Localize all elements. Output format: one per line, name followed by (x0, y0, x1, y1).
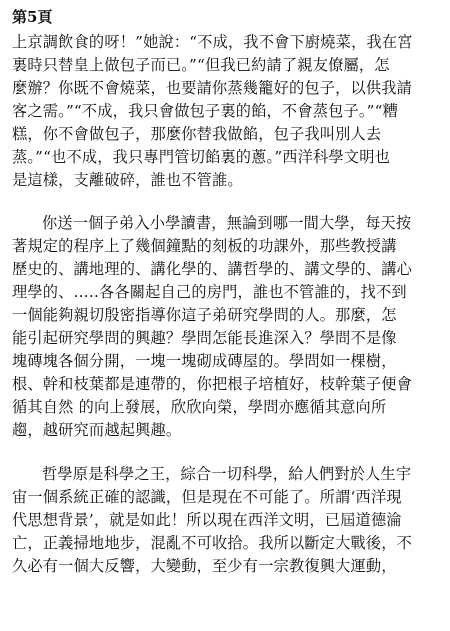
paragraph-1-line-7: 是這樣，支離破碎，誰也不管誰。 (12, 171, 243, 189)
paragraph-3-line-2: 宙一個系統正確的認識，但是現在不可能了。所謂‘西洋現 (12, 488, 402, 506)
paragraph-2-line-2: 著規定的程序上了幾個鐘點的刻板的功課外，那些教授講 (12, 237, 397, 255)
paragraph-2-line-4: 理學的、…..各各關起自己的房門，誰也不管誰的，找不到 (12, 283, 407, 301)
paragraph-2-line-9: 循其自然 的向上發展，欣欣向榮，學問亦應循其意向所 (12, 398, 387, 416)
paragraph-2-line-8: 根、幹和枝葉都是連帶的，你把根子培植好，枝幹葉子便會 (12, 375, 413, 393)
paragraph-2-line-5: 一個能夠親切殷密指導你這子弟研究學問的人。那麼，怎 (12, 306, 397, 324)
paragraph-1-line-1: 上京調飲食的呀！”她說：“不成，我不會下廚燒菜，我在宮 (12, 33, 413, 51)
paragraph-1-line-6: 蒸。”“也不成，我只專門管切餡裏的蔥。”西洋科學文明也 (12, 148, 390, 166)
paragraph-1-line-4: 客之需。”“不成，我只會做包子裏的餡，不會蒸包子。”“糟 (12, 102, 398, 120)
paragraph-2-line-10: 趨，越研究而越起興趣。 (12, 421, 182, 439)
paragraph-1-line-2: 裏時只替皇上做包子而已。”“但我已約請了親友僚屬，怎 (12, 56, 390, 74)
paragraph-2-line-7: 塊磚塊各個分開，一塊一塊砌成磚屋的。學問如一棵樹， (12, 352, 397, 370)
page-header: 第5頁 (12, 8, 53, 26)
paragraph-3-line-1: 哲學原是科學之王，綜合一切科學，給人們對於人生宇 (42, 465, 412, 483)
paragraph-1-line-5: 糕，你不會做包子，那麼你替我做餡，包子我叫別人去 (12, 125, 382, 143)
paragraph-2-line-1: 你送一個子弟入小學讀書，無論到哪一間大學，每天按 (42, 214, 412, 232)
paragraph-3-line-4: 亡，正義掃地地步，混亂不可收拾。我所以斷定大戰後，不 (12, 534, 413, 552)
paragraph-3-line-5: 久必有一個大反響，大變動，至少有一宗教復興大運動， (12, 557, 397, 575)
paragraph-3-line-3: 代思想背景’，就是如此！所以現在西洋文明，已屆道德淪 (12, 511, 402, 529)
paragraph-1-line-3: 麼辦？你既不會燒菜，也要請你蒸幾籠好的包子，以供我請 (12, 79, 413, 97)
paragraph-2-line-6: 能引起研究學問的興趣？學問怎能長進深入？學問不是像 (12, 329, 397, 347)
paragraph-2-line-3: 歷史的、講地理的、講化學的、講哲學的、講文學的、講心 (12, 260, 413, 278)
